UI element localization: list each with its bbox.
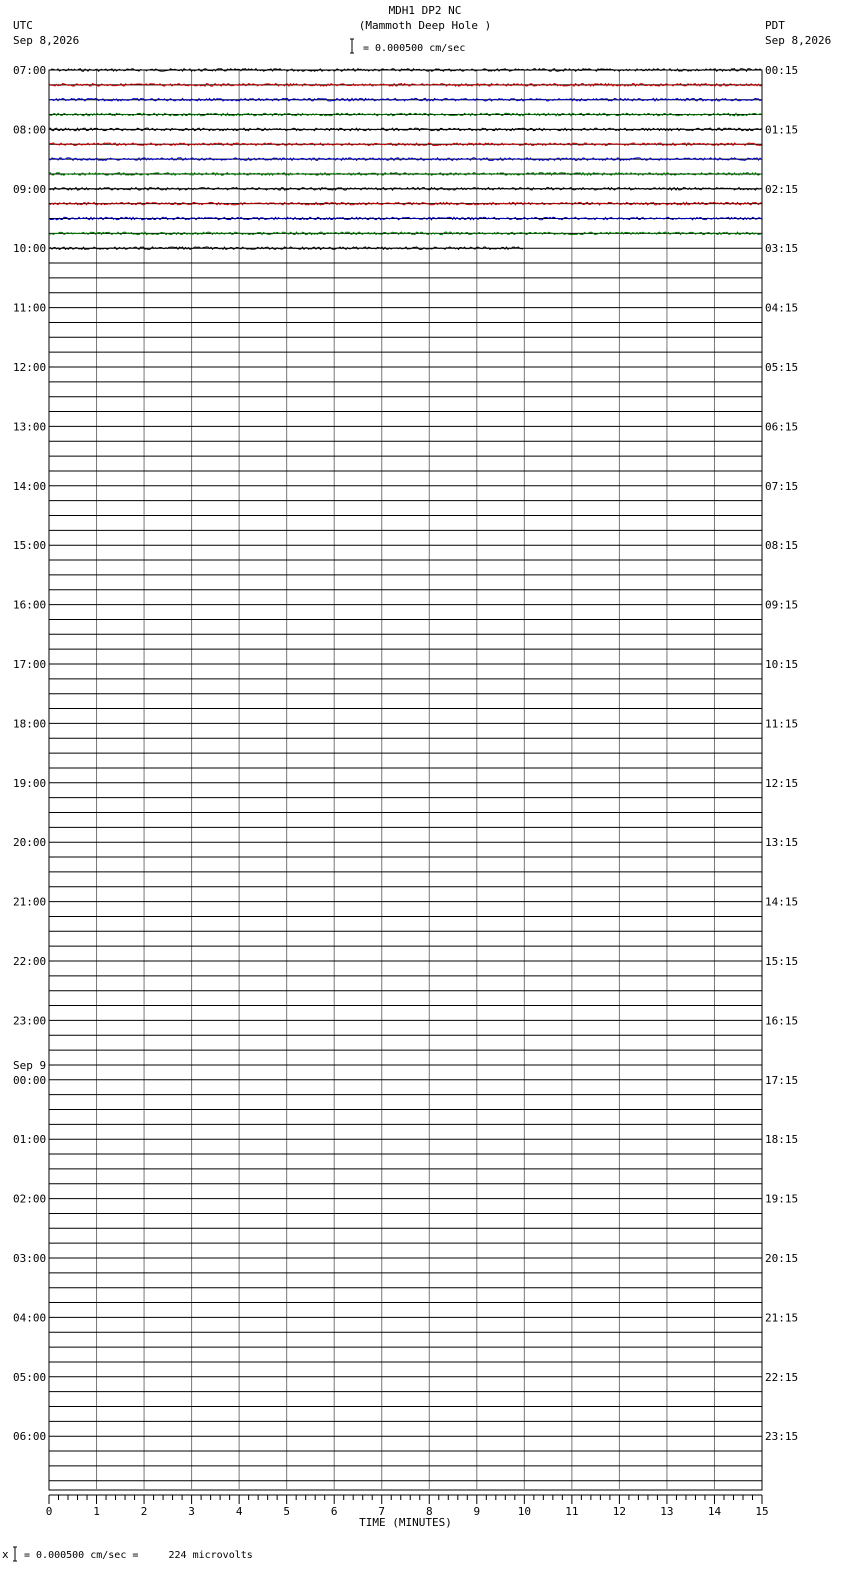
right-timezone: PDT (765, 19, 785, 32)
footer-marker-icon: x (2, 1548, 9, 1561)
x-tick-label: 8 (425, 1505, 433, 1518)
pdt-hour-label: 08:15 (765, 539, 799, 553)
pdt-hour-label: 11:15 (765, 717, 799, 731)
utc-hour-label: 11:00 (13, 301, 47, 315)
pdt-hour-label: 02:15 (765, 182, 799, 196)
pdt-hour-label: 09:15 (765, 598, 799, 612)
x-tick-label: 9 (473, 1505, 481, 1518)
x-tick-label: 1 (93, 1505, 100, 1518)
pdt-hour-label: 18:15 (765, 1133, 799, 1147)
x-tick-label: 11 (565, 1505, 579, 1518)
pdt-hour-label: 20:15 (765, 1252, 799, 1265)
utc-hour-label: 13:00 (13, 420, 47, 434)
footer-scale-bar-icon (13, 1547, 17, 1561)
footer-scale-label: = 0.000500 cm/sec = 224 microvolts (24, 1550, 253, 1561)
x-tick-label: 0 (45, 1505, 53, 1518)
x-tick-label: 7 (378, 1505, 386, 1518)
utc-hour-label: 03:00 (13, 1252, 47, 1265)
pdt-hour-label: 10:15 (765, 658, 799, 671)
utc-hour-label: 04:00 (13, 1311, 47, 1325)
x-tick-label: 15 (755, 1505, 769, 1518)
pdt-hour-label: 15:15 (765, 955, 799, 968)
utc-hour-label: 00:00 (13, 1073, 47, 1087)
utc-hour-label: 22:00 (13, 955, 47, 968)
utc-hour-label: 20:00 (13, 836, 47, 850)
right-date: Sep 8,2026 (765, 34, 832, 47)
pdt-hour-label: 12:15 (765, 776, 799, 790)
x-tick-label: 10 (517, 1505, 531, 1518)
pdt-hour-label: 00:15 (765, 64, 799, 77)
pdt-hour-label: 16:15 (765, 1014, 799, 1028)
pdt-hour-label: 14:15 (765, 895, 799, 909)
utc-hour-label: 15:00 (13, 539, 47, 553)
x-tick-label: 4 (235, 1505, 243, 1518)
utc-hour-label: 18:00 (13, 717, 47, 731)
utc-hour-label: 17:00 (13, 658, 47, 671)
x-tick-label: 12 (612, 1505, 627, 1518)
utc-hour-label: 23:00 (13, 1014, 47, 1028)
scale-bar-icon (350, 39, 354, 53)
pdt-hour-label: 04:15 (765, 301, 799, 315)
pdt-hour-label: 19:15 (765, 1192, 799, 1206)
utc-hour-label: 08:00 (13, 123, 47, 137)
utc-hour-label: 07:00 (13, 64, 47, 77)
pdt-hour-label: 23:15 (765, 1430, 799, 1444)
utc-hour-label: 14:00 (13, 479, 47, 493)
utc-hour-label: 06:00 (13, 1430, 47, 1444)
left-date: Sep 8,2026 (13, 34, 80, 47)
seismic-trace (49, 158, 762, 161)
x-tick-label: 5 (283, 1505, 290, 1518)
utc-hour-label: 01:00 (13, 1133, 47, 1147)
utc-hour-label: 10:00 (13, 242, 47, 256)
left-timezone: UTC (13, 19, 33, 32)
pdt-hour-label: 17:15 (765, 1073, 799, 1087)
x-tick-label: 14 (707, 1505, 722, 1518)
seismic-trace (49, 247, 523, 250)
pdt-hour-label: 06:15 (765, 420, 799, 434)
pdt-hour-label: 21:15 (765, 1311, 799, 1325)
utc-hour-label: 02:00 (13, 1192, 47, 1206)
pdt-hour-label: 05:15 (765, 361, 799, 374)
x-axis-label: TIME (MINUTES) (359, 1516, 452, 1529)
station-name: (Mammoth Deep Hole ) (358, 19, 492, 32)
utc-hour-label: 16:00 (13, 598, 47, 612)
pdt-hour-label: 22:15 (765, 1370, 799, 1384)
scale-label: = 0.000500 cm/sec (363, 43, 466, 54)
utc-hour-label: 21:00 (13, 895, 47, 909)
day-change-label: Sep 9 (13, 1058, 47, 1072)
seismic-trace (49, 232, 762, 235)
x-tick-label: 3 (188, 1505, 195, 1518)
utc-hour-label: 05:00 (13, 1370, 47, 1384)
x-tick-label: 13 (660, 1505, 674, 1518)
x-tick-label: 2 (140, 1505, 148, 1518)
utc-hour-label: 09:00 (13, 182, 47, 196)
station-title: MDH1 DP2 NC (388, 4, 462, 17)
x-tick-label: 6 (330, 1505, 338, 1518)
utc-hour-label: 12:00 (13, 361, 47, 374)
pdt-hour-label: 07:15 (765, 479, 799, 493)
plot-frame (49, 70, 762, 1490)
seismic-trace (49, 113, 762, 116)
pdt-hour-label: 01:15 (765, 123, 799, 137)
utc-hour-label: 19:00 (13, 776, 47, 790)
pdt-hour-label: 13:15 (765, 836, 799, 850)
pdt-hour-label: 03:15 (765, 242, 799, 256)
